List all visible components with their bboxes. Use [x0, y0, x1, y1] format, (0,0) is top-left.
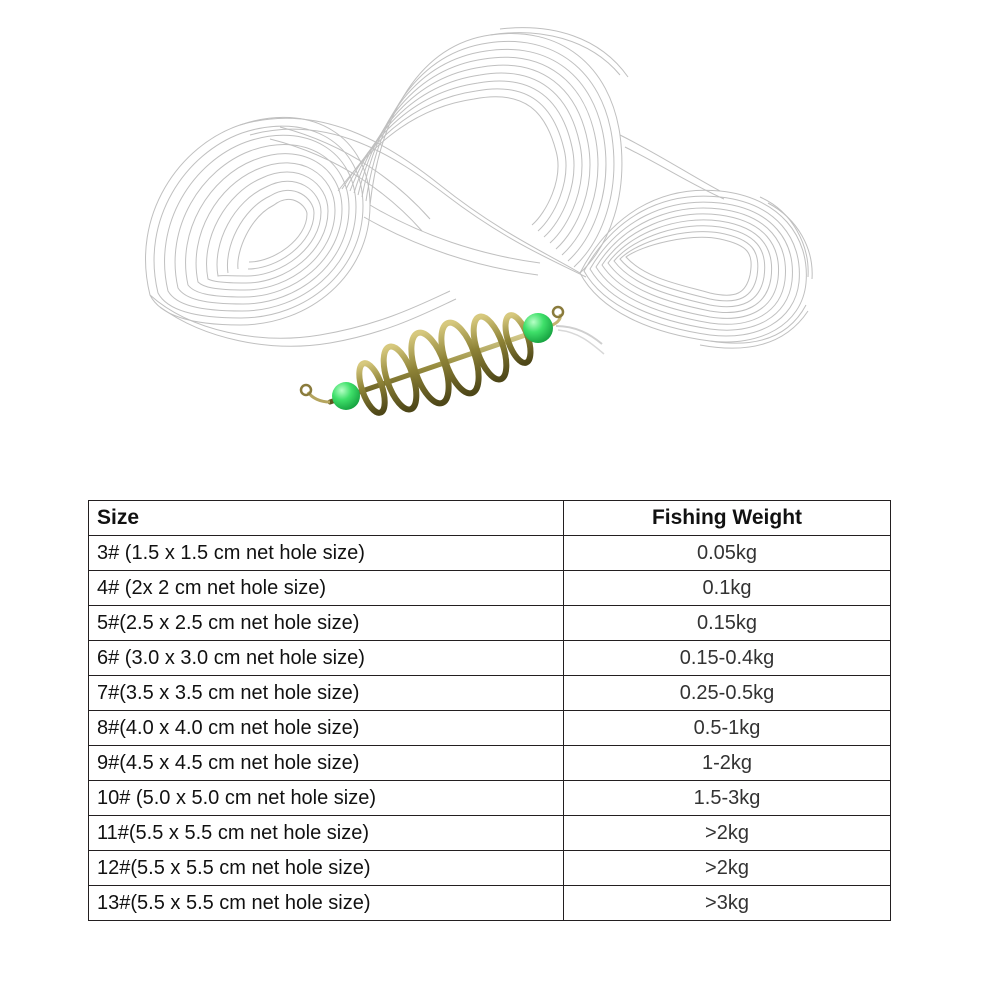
size-weight-table [88, 500, 891, 921]
column-header-size: Size [89, 501, 564, 536]
table-header-row [89, 501, 891, 536]
table-row [89, 606, 891, 641]
table-row [89, 746, 891, 781]
column-header-fishing-weight: Fishing Weight [564, 501, 891, 536]
table-row [89, 536, 891, 571]
table-row [89, 676, 891, 711]
cell-size: 11#(5.5 x 5.5 cm net hole size) [89, 816, 564, 851]
cell-size: 7#(3.5 x 3.5 cm net hole size) [89, 676, 564, 711]
table-row [89, 816, 891, 851]
cell-fishing-weight: >2kg [564, 816, 891, 851]
cell-size: 4# (2x 2 cm net hole size) [89, 571, 564, 606]
cell-fishing-weight: 1-2kg [564, 746, 891, 781]
table-row [89, 711, 891, 746]
cell-size: 9#(4.5 x 4.5 cm net hole size) [89, 746, 564, 781]
cell-fishing-weight: 0.25-0.5kg [564, 676, 891, 711]
table-row [89, 781, 891, 816]
cell-fishing-weight: 0.1kg [564, 571, 891, 606]
cell-fishing-weight: >2kg [564, 851, 891, 886]
table-row [89, 641, 891, 676]
cell-fishing-weight: >3kg [564, 886, 891, 921]
table-row [89, 886, 891, 921]
spring-lure-bait-cage-image [290, 290, 610, 440]
cell-size: 10# (5.0 x 5.0 cm net hole size) [89, 781, 564, 816]
table-row [89, 851, 891, 886]
table-row [89, 571, 891, 606]
cell-size: 6# (3.0 x 3.0 cm net hole size) [89, 641, 564, 676]
product-figure [0, 0, 1000, 490]
cell-size: 13#(5.5 x 5.5 cm net hole size) [89, 886, 564, 921]
cell-fishing-weight: 0.05kg [564, 536, 891, 571]
cell-size: 8#(4.0 x 4.0 cm net hole size) [89, 711, 564, 746]
cell-fishing-weight: 0.15-0.4kg [564, 641, 891, 676]
cell-size: 3# (1.5 x 1.5 cm net hole size) [89, 536, 564, 571]
cell-fishing-weight: 0.5-1kg [564, 711, 891, 746]
cell-fishing-weight: 1.5-3kg [564, 781, 891, 816]
cell-size: 5#(2.5 x 2.5 cm net hole size) [89, 606, 564, 641]
cell-fishing-weight: 0.15kg [564, 606, 891, 641]
cell-size: 12#(5.5 x 5.5 cm net hole size) [89, 851, 564, 886]
